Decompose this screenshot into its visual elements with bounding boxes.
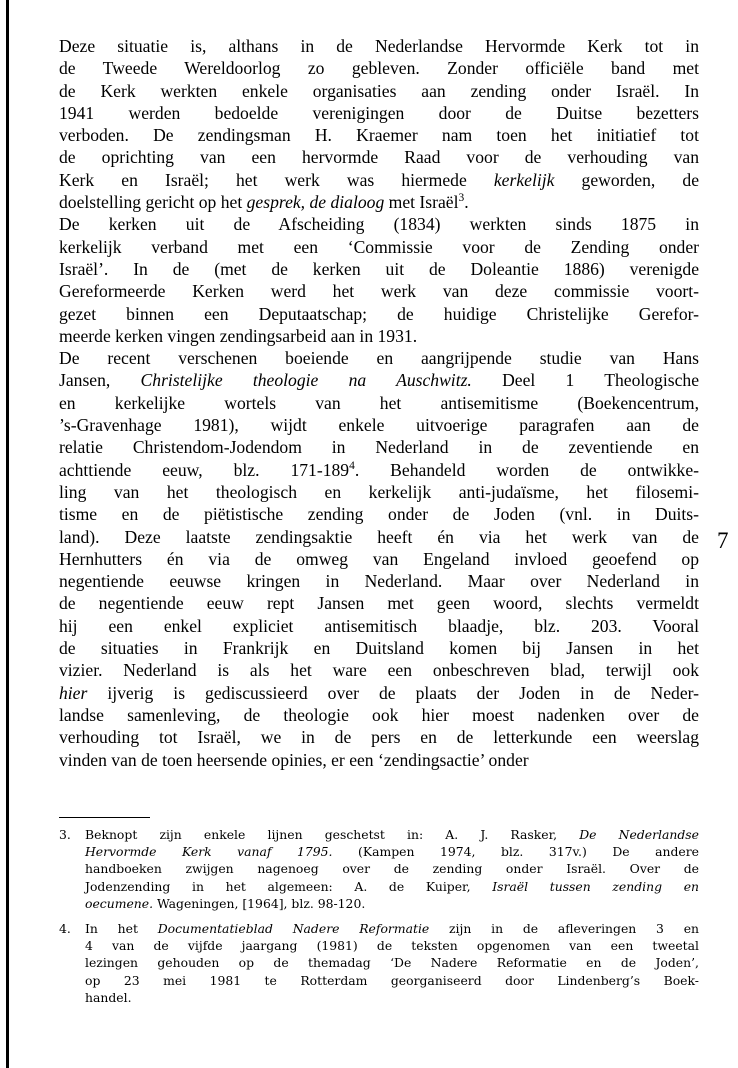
body-line: landse samenleving, de theologie ook hier moest nadenken over de	[59, 704, 699, 725]
italic-text: oecumene.	[85, 895, 154, 911]
body-line: 1941 werden bedoelde verenigingen door de Duitse bezetters	[59, 102, 699, 123]
footnote-line: oecumene. Wageningen, [1964], blz. 98-120.	[85, 895, 366, 911]
body-line: de negentiende eeuw rept Jansen met geen woord, slechts vermeldt	[59, 593, 699, 614]
body-line: en kerkelijke wortels van het antisemitisme (Boekencentrum,	[59, 392, 699, 413]
footnote-line: Hervormde Kerk vanaf 1795. (Kampen 1974, blz. 317v.) De andere	[85, 844, 699, 860]
footnote	[59, 826, 699, 912]
body-line: vinden van de toen heersende opinies, er een ‘zendingsactie’ onder	[59, 749, 529, 770]
body-line: Deze situatie is, althans in de Nederlandse Hervormde Kerk tot in	[59, 36, 699, 56]
footnote-number: 4.	[59, 920, 71, 936]
body-line: vizier. Nederland is als het ware een onbeschreven blad, terwijl ook	[59, 660, 699, 681]
footnote-line: lezingen gehouden op de themadag ‘De Nadere Reformatie en de Joden’,	[85, 955, 699, 971]
page-number: 7	[717, 528, 729, 553]
body-line: doelstelling gericht op het gesprek, de dialoog met Israël$^3$.	[59, 192, 469, 213]
page-edge-rule	[6, 0, 9, 1068]
body-line: kerkelijk verband met een ‘Commissie voor de Zending onder	[59, 236, 699, 257]
italic-text: gesprek, de dialoog	[246, 192, 385, 213]
footnote-line: Jodenzending in het algemeen: A. de Kuiper, Israël tussen zending en	[85, 878, 700, 894]
footnote-line: handel.	[85, 989, 132, 1005]
footnotes	[59, 826, 699, 1014]
body-line: tisme en de piëtistische zending onder de Joden (vnl. in Duits-	[59, 504, 699, 525]
body-line: negentiende eeuwse kringen in Nederland. Maar over Nederland in	[59, 571, 699, 592]
body-line: De recent verschenen boeiende en aangrijpende studie van Hans	[59, 348, 699, 369]
body-line: Hernhutters én via de omweg van Engeland invloed geoefend op	[59, 548, 699, 569]
italic-text: De Nederlandse	[579, 827, 699, 842]
body-line: Israël’. In de (met de kerken uit de Doleantie 1886) verenigde	[59, 258, 699, 279]
footnote-line: handboeken zwijgen nagenoeg over de zending onder Israël. Over de	[85, 861, 699, 877]
body-text	[59, 35, 699, 771]
body-line: meerde kerken vingen zendingsarbeid aan in 1931.	[59, 325, 418, 346]
footnote-line: In het Documentatieblad Nadere Reformatie zijn in de afleveringen 3 en	[85, 920, 700, 936]
body-line: hij een enkel expliciet antisemitisch blaadje, blz. 203. Vooral	[59, 615, 699, 636]
body-line: de oprichting van een hervormde Raad voor de verhouding van	[59, 147, 699, 168]
body-line: de Kerk werkten enkele organisaties aan zending onder Israël. In	[59, 80, 699, 101]
italic-text: Documentatieblad Nadere Reformatie	[157, 920, 430, 936]
italic-text: hier	[59, 682, 88, 703]
italic-text: Christelijke theologie na Auschwitz.	[140, 370, 472, 391]
body-line: Kerk en Israël; het werk was hiermede kerkelijk geworden, de	[59, 169, 699, 190]
footnote-ref: 3	[458, 192, 465, 205]
body-line: de Tweede Wereldoorlog zo gebleven. Zonder officiële band met	[59, 58, 699, 79]
footnote	[59, 920, 699, 1006]
italic-text: Hervormde Kerk vanaf 1795.	[85, 844, 333, 860]
body-line: ling van het theologisch en kerkelijk anti-judaïsme, het filosemi-	[59, 481, 699, 502]
body-line: verboden. De zendingsman H. Kraemer nam toen het initiatief tot	[59, 125, 699, 146]
footnote-separator	[59, 817, 150, 818]
footnote-number: 3.	[59, 827, 71, 842]
body-line: relatie Christendom-Jodendom in Nederland in de zeventiende en	[59, 437, 699, 458]
italic-text: kerkelijk	[493, 169, 555, 190]
footnote-line: 4 van de vijfde jaargang (1981) de teksten opgenomen van een tweetal	[85, 938, 699, 954]
body-line: De kerken uit de Afscheiding (1834) werkten sinds 1875 in	[59, 214, 699, 235]
footnote-ref: 4	[349, 459, 355, 472]
body-line: de situaties in Frankrijk en Duitsland komen bij Jansen in het	[59, 638, 699, 659]
body-line: achttiende eeuw, blz. $171-189^4$. Behandeld worden de ontwikke-	[59, 459, 699, 480]
body-line: Gereformeerde Kerken werd het werk van deze commissie voort-	[59, 281, 699, 302]
body-line: land). Deze laatste zendingsaktie heeft én via het werk van de	[59, 526, 699, 547]
body-line: Jansen, Christelijke theologie na Auschwitz. Deel 1 Theologische	[59, 370, 700, 391]
body-line: ’s-Gravenhage 1981), wijdt enkele uitvoerige paragrafen aan de	[59, 415, 699, 436]
body-line: gezet binnen een Deputaatschap; de huidige Christelijke Gerefor-	[59, 303, 699, 324]
body-line: verhouding tot Israël, we in de pers en de letterkunde een weerslag	[59, 727, 699, 748]
body-line: hier ijverig is gediscussieerd over de plaats der Joden in de Neder-	[59, 682, 699, 703]
footnote-line: op 23 mei 1981 te Rotterdam georganiseerd door Lindenberg’s Boek-	[85, 972, 699, 988]
italic-text: Israël tussen zending en	[492, 878, 700, 894]
footnote-line: Beknopt zijn enkele lijnen geschetst in: A. J. Rasker, De Nederlandse	[85, 827, 699, 842]
